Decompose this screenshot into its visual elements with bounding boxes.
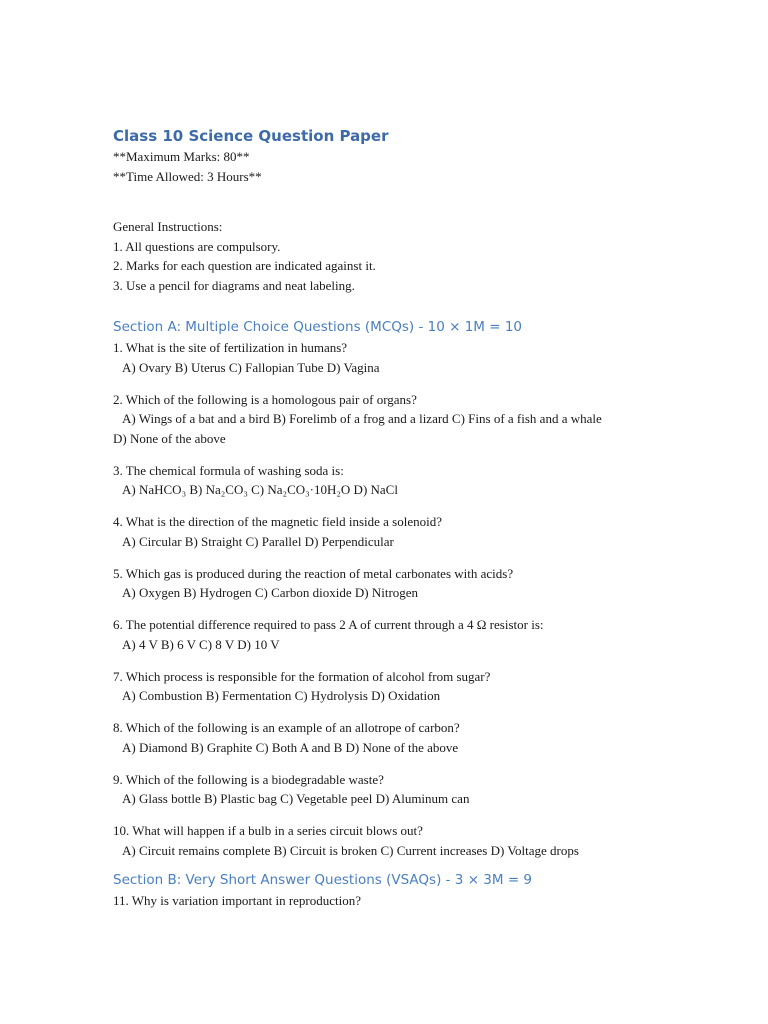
question-item bbox=[113, 390, 733, 449]
question-text: 6. The potential difference required to pass 2 A of current through a 4 Ω resistor is: bbox=[113, 617, 544, 632]
section-b-heading: Section B: Very Short Answer Questions (VSAQs) - 3 × 3M = 9 bbox=[113, 872, 533, 888]
question-item bbox=[113, 615, 733, 654]
question-options: A) Circular B) Straight C) Parallel D) Perpendicular bbox=[122, 533, 394, 549]
question-options: A) Ovary B) Uterus C) Fallopian Tube D) Vagina bbox=[122, 359, 380, 375]
question-text: 7. Which process is responsible for the formation of alcohol from sugar? bbox=[113, 668, 491, 684]
max-marks: **Maximum Marks: 80** bbox=[113, 149, 250, 164]
section-a bbox=[113, 316, 733, 860]
question-item bbox=[113, 718, 733, 757]
question-options: A) Diamond B) Graphite C) Both A and B D) None of the above bbox=[122, 739, 459, 755]
question-text: 10. What will happen if a bulb in a series circuit blows out? bbox=[113, 823, 423, 838]
question-text: 4. What is the direction of the magnetic field inside a solenoid? bbox=[113, 514, 442, 529]
instructions-heading: General Instructions: bbox=[113, 219, 223, 234]
question-text: 3. The chemical formula of washing soda is: bbox=[113, 462, 344, 478]
section-a-heading: Section A: Multiple Choice Questions (MCQs) - 10 × 1M = 10 bbox=[113, 319, 523, 335]
question-item bbox=[113, 461, 733, 500]
section-b bbox=[113, 869, 733, 911]
question-options: A) Circuit remains complete B) Circuit is broken C) Current increases D) Voltage drops bbox=[122, 842, 579, 858]
document-title: Class 10 Science Question Paper bbox=[113, 127, 389, 145]
general-instructions bbox=[113, 217, 733, 295]
question-options-continued: D) None of the above bbox=[113, 430, 226, 446]
question-item bbox=[113, 821, 733, 860]
question-options: A) 4 V B) 6 V C) 8 V D) 10 V bbox=[122, 636, 280, 652]
question-item bbox=[113, 512, 733, 551]
question-item bbox=[113, 564, 733, 603]
time-allowed: **Time Allowed: 3 Hours** bbox=[113, 168, 262, 184]
question-item bbox=[113, 667, 733, 706]
document-page bbox=[113, 125, 733, 911]
question-options: A) Combustion B) Fermentation C) Hydrolysis D) Oxidation bbox=[122, 688, 441, 703]
question-text: 11. Why is variation important in reproduction? bbox=[113, 893, 362, 908]
question-options: A) NaHCO₃ B) Na₂CO₃ C) Na₂CO₃·10H₂O D) NaCl bbox=[122, 482, 398, 497]
question-options: A) Wings of a bat and a bird B) Forelimb of a frog and a lizard C) Fins of a fish and a whale bbox=[122, 411, 602, 426]
question-item bbox=[113, 891, 733, 911]
question-text: 1. What is the site of fertilization in humans? bbox=[113, 340, 348, 355]
question-options: A) Glass bottle B) Plastic bag C) Vegetable peel D) Aluminum can bbox=[122, 791, 470, 806]
instruction-item: 3. Use a pencil for diagrams and neat labeling. bbox=[113, 277, 355, 293]
question-item bbox=[113, 770, 733, 809]
instruction-item: 1. All questions are compulsory. bbox=[113, 238, 281, 254]
question-text: 8. Which of the following is an example of an allotrope of carbon? bbox=[113, 720, 460, 735]
question-options: A) Oxygen B) Hydrogen C) Carbon dioxide D) Nitrogen bbox=[122, 585, 419, 600]
question-item bbox=[113, 338, 733, 377]
question-text: 9. Which of the following is a biodegradable waste? bbox=[113, 771, 384, 787]
question-text: 5. Which gas is produced during the reaction of metal carbonates with acids? bbox=[113, 565, 514, 581]
question-text: 2. Which of the following is a homologous pair of organs? bbox=[113, 391, 417, 407]
instruction-item: 2. Marks for each question are indicated against it. bbox=[113, 258, 376, 273]
